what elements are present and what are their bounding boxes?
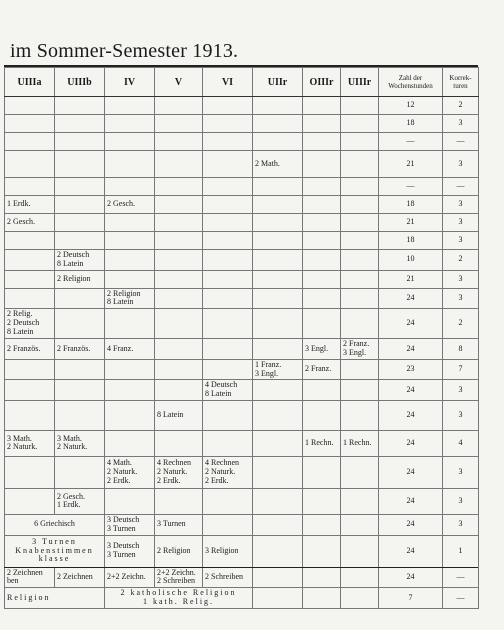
schedule-cell [253, 97, 303, 115]
column-header: V [155, 68, 203, 97]
schedule-cell [303, 232, 341, 250]
schedule-cell [5, 133, 55, 151]
corrections-cell: 3 [443, 270, 479, 288]
hours-cell: 24 [379, 430, 443, 456]
schedule-cell [155, 133, 203, 151]
schedule-cell [105, 232, 155, 250]
schedule-cell [341, 115, 379, 133]
schedule-cell: 8 Latein [155, 400, 203, 430]
schedule-cell [341, 288, 379, 309]
schedule-cell [55, 133, 105, 151]
hours-cell: 10 [379, 250, 443, 271]
schedule-cell [155, 359, 203, 380]
schedule-cell [253, 380, 303, 401]
schedule-cell [203, 270, 253, 288]
schedule-cell [341, 133, 379, 151]
schedule-cell: 2 Schreiben [203, 567, 253, 588]
schedule-cell [155, 380, 203, 401]
table-row [5, 250, 479, 271]
schedule-table [4, 67, 479, 609]
schedule-cell: 1 Franz. 3 Engl. [253, 359, 303, 380]
schedule-cell [5, 380, 55, 401]
table-row [5, 178, 479, 196]
schedule-cell [5, 359, 55, 380]
schedule-cell [203, 488, 253, 514]
schedule-cell: 2 Religion 8 Latein [105, 288, 155, 309]
header-row [5, 68, 479, 97]
schedule-cell [253, 339, 303, 360]
hours-cell: 24 [379, 456, 443, 488]
schedule-cell [5, 115, 55, 133]
corrections-cell: 8 [443, 339, 479, 360]
schedule-cell [341, 588, 379, 609]
corrections-cell: 3 [443, 232, 479, 250]
schedule-cell [155, 288, 203, 309]
schedule-cell: 1 Erdk. [5, 196, 55, 214]
column-header: UIIIb [55, 68, 105, 97]
hours-cell: 24 [379, 309, 443, 339]
schedule-cell: 2 katholische Religion 1 kath. Relig. [105, 588, 253, 609]
schedule-cell [55, 400, 105, 430]
table-row [5, 380, 479, 401]
corrections-cell: 2 [443, 250, 479, 271]
schedule-cell: 3 Deutsch 3 Turnen [105, 514, 155, 535]
schedule-cell [5, 456, 55, 488]
schedule-cell [203, 400, 253, 430]
schedule-cell [5, 97, 55, 115]
schedule-cell [155, 488, 203, 514]
hours-cell: 18 [379, 115, 443, 133]
corrections-cell: — [443, 178, 479, 196]
schedule-cell [341, 400, 379, 430]
table-row [5, 214, 479, 232]
schedule-cell: 2 Religion [155, 535, 203, 567]
schedule-cell [5, 400, 55, 430]
hours-cell: 18 [379, 232, 443, 250]
schedule-cell [253, 456, 303, 488]
schedule-cell: 2+2 Zeichn. [105, 567, 155, 588]
schedule-cell [253, 178, 303, 196]
schedule-cell [105, 133, 155, 151]
corrections-cell: — [443, 567, 479, 588]
schedule-cell [341, 359, 379, 380]
schedule-cell [253, 288, 303, 309]
schedule-cell [253, 535, 303, 567]
table-row [5, 133, 479, 151]
table-row [5, 270, 479, 288]
corrections-cell: 3 [443, 488, 479, 514]
corrections-cell: 3 [443, 380, 479, 401]
schedule-cell [105, 430, 155, 456]
schedule-cell [341, 214, 379, 232]
schedule-cell [341, 196, 379, 214]
table-row [5, 97, 479, 115]
schedule-cell [155, 430, 203, 456]
schedule-cell [155, 151, 203, 178]
schedule-cell [303, 567, 341, 588]
schedule-cell: 3 Deutsch 3 Turnen [105, 535, 155, 567]
corrections-cell: 4 [443, 430, 479, 456]
table-row [5, 288, 479, 309]
schedule-cell: 1 Rechn. [341, 430, 379, 456]
corrections-cell: 3 [443, 400, 479, 430]
schedule-cell: 2 Gesch. [105, 196, 155, 214]
schedule-cell [253, 514, 303, 535]
schedule-cell [341, 250, 379, 271]
corrections-cell: 7 [443, 359, 479, 380]
hours-cell: 24 [379, 288, 443, 309]
table-row [5, 359, 479, 380]
schedule-cell [341, 535, 379, 567]
schedule-cell [341, 456, 379, 488]
schedule-cell [203, 359, 253, 380]
schedule-cell: 2 Religion [55, 270, 105, 288]
schedule-cell [341, 178, 379, 196]
schedule-cell [341, 97, 379, 115]
schedule-cell [253, 214, 303, 232]
schedule-cell [303, 514, 341, 535]
schedule-cell [105, 178, 155, 196]
schedule-cell [55, 456, 105, 488]
schedule-cell [341, 232, 379, 250]
schedule-cell [203, 232, 253, 250]
hours-cell: 24 [379, 535, 443, 567]
schedule-cell: 3 Math. 2 Naturk. [55, 430, 105, 456]
schedule-cell [303, 151, 341, 178]
page-title: im Sommer-Semester 1913. [10, 40, 239, 62]
table-row [5, 151, 479, 178]
schedule-cell [253, 567, 303, 588]
schedule-cell: 3 Turnen Knabenstimmen klasse [5, 535, 105, 567]
schedule-cell [105, 380, 155, 401]
schedule-cell [155, 339, 203, 360]
schedule-cell [105, 115, 155, 133]
schedule-cell [303, 488, 341, 514]
table-row [5, 430, 479, 456]
bottom-rule [4, 567, 478, 568]
schedule-cell [105, 309, 155, 339]
schedule-cell [155, 250, 203, 271]
schedule-cell [5, 288, 55, 309]
schedule-cell [253, 270, 303, 288]
schedule-cell [5, 250, 55, 271]
schedule-cell [303, 270, 341, 288]
schedule-cell: 6 Griechisch [5, 514, 105, 535]
schedule-cell [203, 97, 253, 115]
schedule-cell [105, 97, 155, 115]
schedule-cell [105, 214, 155, 232]
table-row [5, 567, 479, 588]
schedule-cell [155, 214, 203, 232]
schedule-cell [203, 133, 253, 151]
schedule-cell: 1 Rechn. [303, 430, 341, 456]
schedule-cell [303, 115, 341, 133]
corrections-cell: 1 [443, 535, 479, 567]
column-header: UIIr [253, 68, 303, 97]
table-row [5, 535, 479, 567]
schedule-cell [253, 232, 303, 250]
hours-cell: 24 [379, 488, 443, 514]
schedule-cell [303, 535, 341, 567]
schedule-cell: 2 Zeichnen ben [5, 567, 55, 588]
hours-cell: 7 [379, 588, 443, 609]
hours-cell: — [379, 178, 443, 196]
schedule-cell [303, 400, 341, 430]
hours-cell: 21 [379, 270, 443, 288]
schedule-cell [203, 309, 253, 339]
hours-cell: 24 [379, 339, 443, 360]
schedule-cell: 3 Turnen [155, 514, 203, 535]
hours-cell: 24 [379, 514, 443, 535]
schedule-cell [303, 588, 341, 609]
schedule-cell [341, 309, 379, 339]
schedule-cell [105, 250, 155, 271]
schedule-cell: 2 Franz. 3 Engl. [341, 339, 379, 360]
hours-cell: 21 [379, 214, 443, 232]
schedule-cell [341, 151, 379, 178]
table-row [5, 309, 479, 339]
schedule-cell [253, 133, 303, 151]
schedule-cell [203, 430, 253, 456]
corrections-cell: 3 [443, 514, 479, 535]
schedule-cell [303, 97, 341, 115]
column-header: Zahl der Wochenstunden [379, 68, 443, 97]
schedule-cell: 4 Rechnen 2 Naturk. 2 Erdk. [203, 456, 253, 488]
schedule-cell: Religion [5, 588, 105, 609]
hours-cell: — [379, 133, 443, 151]
schedule-cell [5, 488, 55, 514]
corrections-cell: 2 [443, 309, 479, 339]
schedule-cell: 4 Franz. [105, 339, 155, 360]
schedule-cell: 2 Gesch. [5, 214, 55, 232]
schedule-cell: 3 Engl. [303, 339, 341, 360]
schedule-cell [203, 214, 253, 232]
schedule-cell: 3 Math. 2 Naturk. [5, 430, 55, 456]
table-row [5, 115, 479, 133]
schedule-cell [341, 270, 379, 288]
schedule-cell [303, 456, 341, 488]
schedule-cell [253, 488, 303, 514]
schedule-cell: 3 Religion [203, 535, 253, 567]
table-row [5, 488, 479, 514]
schedule-cell [203, 514, 253, 535]
schedule-cell [5, 151, 55, 178]
column-header: Korrek- turen [443, 68, 479, 97]
column-header: OIIIr [303, 68, 341, 97]
schedule-cell [203, 250, 253, 271]
schedule-cell: 2 Math. [253, 151, 303, 178]
schedule-cell [303, 133, 341, 151]
schedule-cell [55, 309, 105, 339]
column-header: IV [105, 68, 155, 97]
schedule-cell [253, 430, 303, 456]
hours-cell: 24 [379, 380, 443, 401]
table-row [5, 339, 479, 360]
schedule-cell [155, 196, 203, 214]
schedule-cell [155, 232, 203, 250]
corrections-cell: 2 [443, 97, 479, 115]
schedule-cell [55, 232, 105, 250]
corrections-cell: — [443, 133, 479, 151]
hours-cell: 23 [379, 359, 443, 380]
schedule-cell [55, 288, 105, 309]
schedule-cell [341, 488, 379, 514]
schedule-cell [155, 97, 203, 115]
schedule-cell [55, 380, 105, 401]
table-row [5, 456, 479, 488]
schedule-cell [303, 196, 341, 214]
schedule-cell [253, 115, 303, 133]
schedule-cell [5, 270, 55, 288]
schedule-cell [303, 250, 341, 271]
schedule-cell [55, 97, 105, 115]
column-header: UIIIa [5, 68, 55, 97]
schedule-cell [55, 115, 105, 133]
table-row [5, 588, 479, 609]
schedule-cell: 2 Franz. [303, 359, 341, 380]
hours-cell: 24 [379, 400, 443, 430]
corrections-cell: 3 [443, 214, 479, 232]
schedule-cell [253, 400, 303, 430]
table-row [5, 400, 479, 430]
schedule-cell: 2+2 Zeichn. 2 Schreiben [155, 567, 203, 588]
schedule-cell [341, 380, 379, 401]
schedule-cell [5, 178, 55, 196]
schedule-cell [203, 288, 253, 309]
schedule-cell [303, 178, 341, 196]
corrections-cell: 3 [443, 456, 479, 488]
schedule-cell [341, 567, 379, 588]
schedule-cell [253, 309, 303, 339]
schedule-cell: 4 Rechnen 2 Naturk. 2 Erdk. [155, 456, 203, 488]
schedule-cell: 2 Relig. 2 Deutsch 8 Latein [5, 309, 55, 339]
hours-cell: 24 [379, 567, 443, 588]
schedule-cell: 2 Gesch. 1 Erdk. [55, 488, 105, 514]
schedule-cell [303, 380, 341, 401]
schedule-cell: 2 Französ. [5, 339, 55, 360]
schedule-cell [105, 359, 155, 380]
schedule-cell [55, 178, 105, 196]
schedule-cell [55, 359, 105, 380]
schedule-cell [203, 339, 253, 360]
corrections-cell: 3 [443, 151, 479, 178]
table-row [5, 514, 479, 535]
table-row [5, 196, 479, 214]
corrections-cell: 3 [443, 288, 479, 309]
column-header: UIIIr [341, 68, 379, 97]
hours-cell: 21 [379, 151, 443, 178]
table-row [5, 232, 479, 250]
corrections-cell: 3 [443, 115, 479, 133]
schedule-cell [105, 270, 155, 288]
schedule-cell [155, 270, 203, 288]
schedule-cell [155, 309, 203, 339]
schedule-cell [55, 151, 105, 178]
schedule-cell [303, 309, 341, 339]
schedule-cell [341, 514, 379, 535]
schedule-cell: 4 Deutsch 8 Latein [203, 380, 253, 401]
schedule-cell [253, 196, 303, 214]
schedule-cell [105, 488, 155, 514]
schedule-cell [155, 115, 203, 133]
schedule-cell [253, 250, 303, 271]
schedule-cell [105, 151, 155, 178]
schedule-cell [5, 232, 55, 250]
schedule-cell: 2 Zeichnen [55, 567, 105, 588]
schedule-cell: 2 Deutsch 8 Latein [55, 250, 105, 271]
corrections-cell: — [443, 588, 479, 609]
schedule-cell [55, 196, 105, 214]
schedule-cell [155, 178, 203, 196]
schedule-cell: 2 Französ. [55, 339, 105, 360]
hours-cell: 12 [379, 97, 443, 115]
schedule-cell [303, 288, 341, 309]
schedule-cell [203, 178, 253, 196]
corrections-cell: 3 [443, 196, 479, 214]
schedule-cell [105, 400, 155, 430]
column-header: VI [203, 68, 253, 97]
schedule-cell [253, 588, 303, 609]
schedule-cell [203, 115, 253, 133]
schedule-cell [203, 196, 253, 214]
schedule-cell [303, 214, 341, 232]
schedule-cell: 4 Math. 2 Naturk. 2 Erdk. [105, 456, 155, 488]
schedule-cell [55, 214, 105, 232]
hours-cell: 18 [379, 196, 443, 214]
schedule-cell [203, 151, 253, 178]
